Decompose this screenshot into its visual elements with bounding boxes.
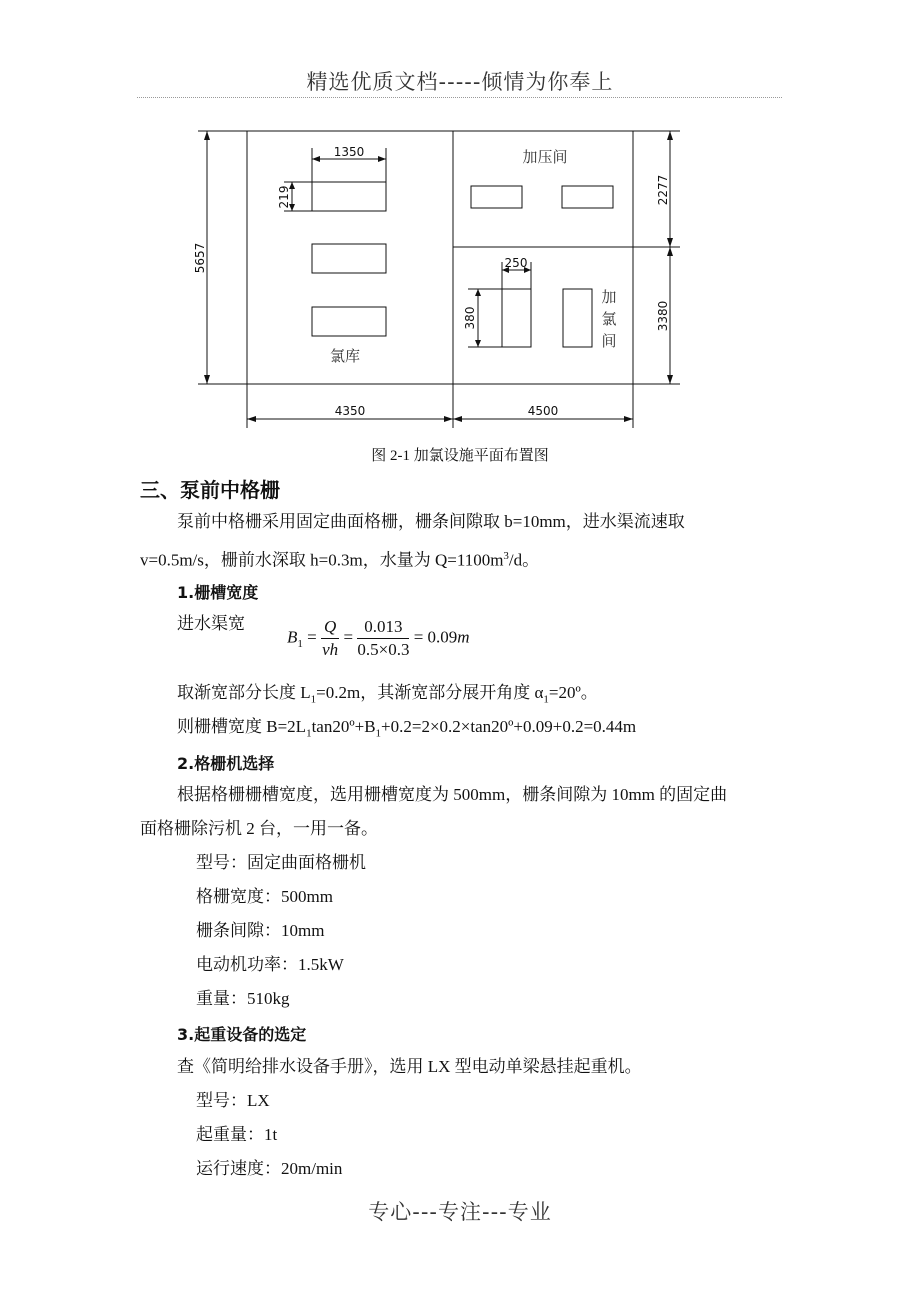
- floor-plan-figure: [0, 0, 920, 440]
- section-title: 三、泵前中格栅: [140, 478, 280, 502]
- spec-gap: 栅条间隙：10mm: [196, 921, 325, 940]
- dim-250: 250: [504, 256, 528, 270]
- outer-wall: [247, 131, 633, 384]
- cylinder-1: [312, 182, 386, 211]
- sub2-para-1: 根据格栅栅槽宽度，选用栅槽宽度为 500mm，栅条间隙为 10mm 的固定曲: [177, 785, 728, 804]
- room-pressurize: 加压间: [522, 148, 568, 166]
- sub3-title: 3.起重设备的选定: [177, 1025, 307, 1044]
- spec-width: 格栅宽度：500mm: [196, 887, 333, 906]
- dim-219: 219: [277, 185, 291, 209]
- dim-4350: 4350: [334, 404, 366, 418]
- page-header: 精选优质文档-----倾情为你奉上: [306, 70, 614, 94]
- intro-line-1: 泵前中格栅采用固定曲面格栅，栅条间隙取 b=10mm，进水渠流速取: [177, 512, 685, 531]
- room-chlorinate-1: 加: [601, 288, 617, 306]
- spec-weight: 重量：510kg: [196, 989, 290, 1008]
- sub3-para: 查《简明给排水设备手册》，选用 LX 型电动单梁悬挂起重机。: [177, 1057, 642, 1076]
- pump-2: [562, 186, 613, 208]
- sub2-para-2: 面格栅除污机 2 台，一用一备。: [140, 819, 378, 838]
- spec-model: 型号：固定曲面格栅机: [196, 853, 366, 872]
- room-chlorinate-2: 氯: [601, 310, 617, 328]
- channel-width-result: 则栅槽宽度 $B=2L_1\tan 20º+B_1+0.2=2\times 0.2\times\tan 20º+0.09+0.2=0.44m$: [177, 717, 637, 740]
- dim-4500: 4500: [527, 404, 559, 418]
- cylinder-2: [312, 244, 386, 273]
- figure-caption: 图 2-1 加氯设施平面布置图: [371, 448, 549, 464]
- crane-capacity: 起重量：1t: [196, 1125, 278, 1144]
- dim-1350: 1350: [333, 145, 365, 159]
- crane-model: 型号：LX: [196, 1091, 270, 1110]
- dim-380: 380: [463, 306, 477, 330]
- intro-line-2: v=0.5m/s，栅前水深取 h=0.3m，水量为 $Q=1100m^3/d$。: [140, 550, 540, 570]
- sub1-title: 1.栅槽宽度: [177, 583, 259, 602]
- chlorinator-2: [563, 289, 592, 347]
- room-chlorine-store: 氯库: [329, 347, 361, 365]
- spec-power: 电动机功率：1.5kW: [196, 955, 344, 974]
- width-equation: $B_1$ = $\frac{Q}{vh}$ = $\frac{0.013}{0.5\times 0.3}$ = 0.09m: [287, 617, 470, 659]
- chlorinator-1: [502, 289, 531, 347]
- channel-width-label: 进水渠宽: [177, 614, 245, 633]
- dim-2277: 2277: [656, 174, 670, 206]
- crane-speed: 运行速度：20m/min: [196, 1159, 343, 1178]
- dim-5657: 5657: [193, 242, 207, 274]
- dim-3380: 3380: [656, 300, 670, 332]
- page-footer: 专心---专注---专业: [368, 1200, 552, 1224]
- pump-1: [471, 186, 522, 208]
- sub2-title: 2.格栅机选择: [177, 754, 275, 773]
- room-chlorinate-3: 间: [601, 332, 617, 350]
- taper-length-line: 取渐宽部分长度 $L_1=0.2m$，其渐宽部分展开角度 $\alpha_1=20º$。: [177, 683, 598, 706]
- cylinder-3: [312, 307, 386, 336]
